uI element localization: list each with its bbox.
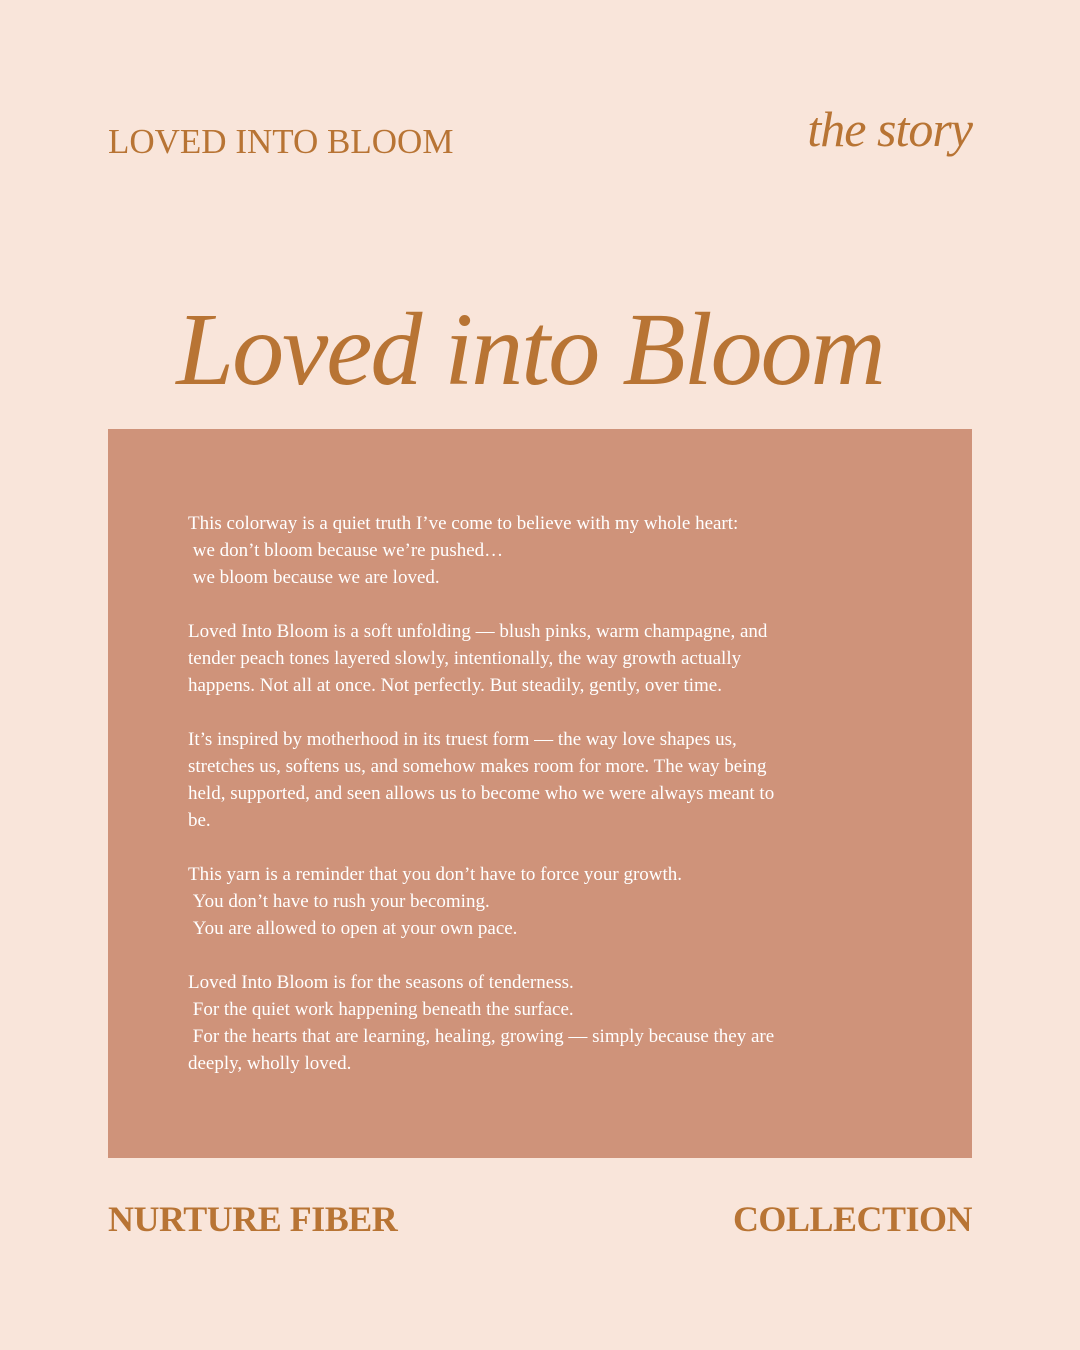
story-line: This colorway is a quiet truth I’ve come to believe with my whole heart: [188,513,739,534]
story-line: You are allowed to open at your own pace. [188,918,518,939]
footer-collection: COLLECTION [732,1199,972,1239]
story-line: tender peach tones layered slowly, intentionally, the way growth actually [188,648,742,669]
story-line: It’s inspired by motherhood in its truest form — the way love shapes us, [188,729,737,750]
story-line: For the quiet work happening beneath the surface. [188,999,574,1020]
story-line: This yarn is a reminder that you don’t have to force your growth. [188,864,683,885]
story-line: deeply, wholly loved. [188,1053,352,1074]
story-line: stretches us, softens us, and somehow makes room for more. The way being [188,756,767,777]
header-title: LOVED INTO BLOOM [108,122,454,161]
story-line: we don’t bloom because we’re pushed… [188,540,504,561]
story-line: we bloom because we are loved. [188,567,440,588]
story-line: happens. Not all at once. Not perfectly. But steadily, gently, over time. [188,675,722,696]
story-line: Loved Into Bloom is a soft unfolding — blush pinks, warm champagne, and [188,621,768,642]
story-line: held, supported, and seen allows us to become who we were always meant to [188,783,775,804]
story-paragraph [188,510,878,591]
story-line: You don’t have to rush your becoming. [188,891,490,912]
story-paragraph [188,726,878,834]
tagline-script: the story [807,101,972,157]
story-line: Loved Into Bloom is for the seasons of tenderness. [188,972,574,993]
story-paragraph [188,861,878,942]
main-script-title: Loved into Bloom [176,292,884,407]
footer-brand: NURTURE FIBER [108,1199,398,1239]
story-line: For the hearts that are learning, healing, growing — simply because they are [188,1026,775,1047]
story-line: be. [188,810,211,831]
story-text [188,510,878,1104]
story-paragraph [188,969,878,1077]
story-paragraph [188,618,878,699]
